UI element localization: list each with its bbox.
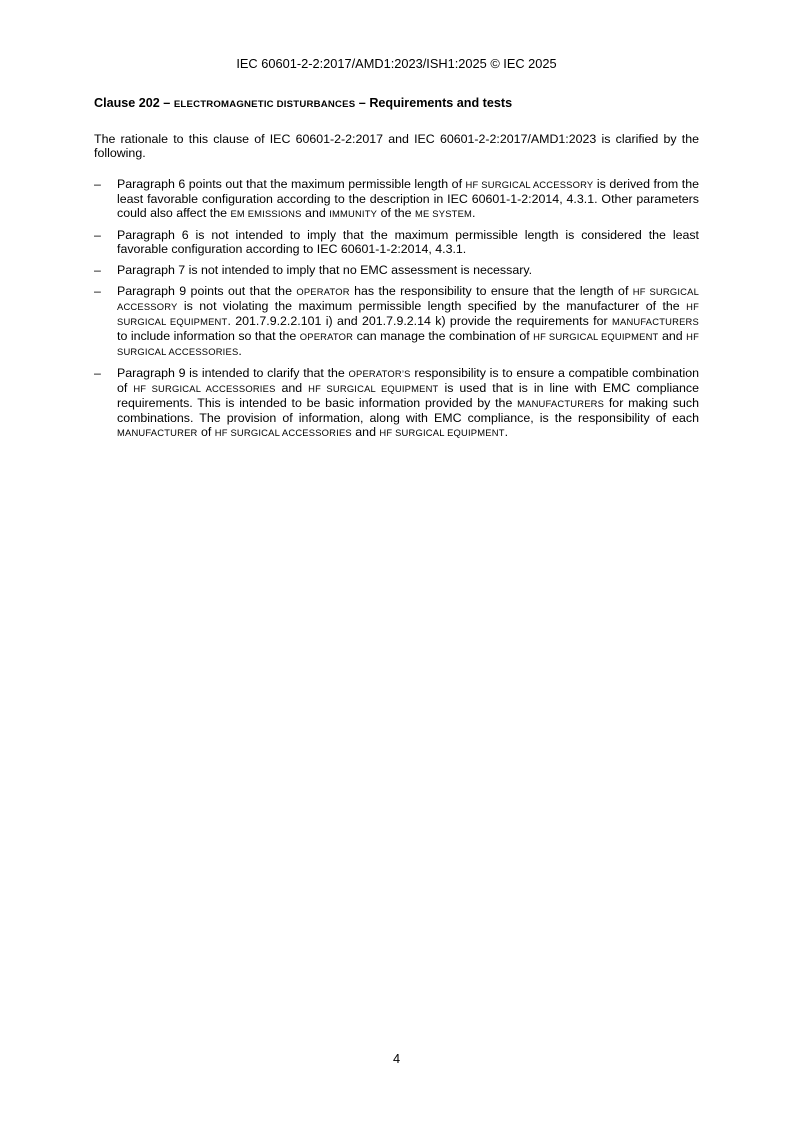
defined-term: HF SURGICAL ACCESSORIES [214, 427, 352, 438]
list-dash: – [94, 228, 101, 242]
list-item-text: Paragraph 6 points out that the maximum permissible length of HF SURGICAL ACCESSORY is derived from the least favorable configuration according to the description in IEC 60601-1-2:2014, 4.3.1. Other parameters could also affect the EM EMISSIONS and IMMUNITY of the ME SYSTEM. [117, 177, 699, 220]
defined-term: EM EMISSIONS [230, 208, 302, 219]
defined-term: MANUFACTURERS [612, 316, 699, 327]
list-item-text: Paragraph 6 is not intended to imply that the maximum permissible length is considered the least favorable configuration according to IEC 60601-1-2:2014, 4.3.1. [117, 228, 699, 256]
clause-heading [94, 96, 704, 112]
defined-term: HF SURGICAL EQUIPMENT [533, 331, 659, 342]
list-dash: – [94, 284, 101, 298]
list-item [94, 366, 699, 440]
list-item [94, 263, 699, 277]
list-dash: – [94, 366, 101, 380]
list-dash: – [94, 263, 101, 277]
defined-term: HF SURGICAL ACCESSORY [465, 179, 594, 190]
defined-term: ME SYSTEM [415, 208, 473, 219]
defined-term: HF SURGICAL ACCESSORY [117, 286, 699, 312]
defined-term: HF SURGICAL EQUIPMENT [117, 301, 699, 327]
defined-term: HF SURGICAL ACCESSORIES [117, 331, 700, 357]
list-dash: – [94, 177, 101, 191]
page-number: 4 [392, 1051, 401, 1066]
page-header: IEC 60601-2-2:2017/AMD1:2023/ISH1:2025 © IEC 2025 [236, 56, 557, 71]
list-item [94, 284, 699, 359]
defined-term: HF SURGICAL EQUIPMENT [379, 427, 505, 438]
defined-term: OPERATOR [296, 286, 350, 297]
defined-term: MANUFACTURER [117, 427, 198, 438]
defined-term: IMMUNITY [329, 208, 378, 219]
defined-term: OPERATOR’S [348, 368, 411, 379]
rationale-list [94, 177, 699, 447]
clause-heading-suffix: – Requirements and tests [355, 96, 513, 110]
list-item-text: Paragraph 9 points out that the OPERATOR has the responsibility to ensure that the length of HF SURGICAL ACCESSORY is not violating the maximum permissible length specified by the manufacturer of the HF SURGICAL EQUIPMENT. 201.7.9.2.2.101 i) and 201.7.9.2.14 k) provide the requirements for MANUFACTURERS to include information so that the OPERATOR can manage the combination of HF SURGICAL EQUIPMENT and HF SURGICAL ACCESSORIES. [117, 284, 700, 358]
list-item [94, 177, 699, 221]
list-item-text: Paragraph 7 is not intended to imply that no EMC assessment is necessary. [117, 263, 533, 277]
defined-term: MANUFACTURERS [517, 398, 605, 409]
intro-paragraph: The rationale to this clause of IEC 60601-2-2:2017 and IEC 60601-2-2:2017/AMD1:2023 is clarified by the following. [94, 132, 699, 160]
defined-term: HF SURGICAL ACCESSORIES [133, 383, 276, 394]
list-item [94, 228, 699, 256]
clause-heading-prefix: Clause 202 – [94, 96, 174, 110]
clause-heading-term: ELECTROMAGNETIC DISTURBANCES [173, 99, 356, 110]
defined-term: HF SURGICAL EQUIPMENT [308, 383, 439, 394]
list-item-text: Paragraph 9 is intended to clarify that the OPERATOR’S responsibility is to ensure a compatible combination of HF SURGICAL ACCESSORIES and HF SURGICAL EQUIPMENT is used that is in line with EMC compliance requirements. This is intended to be basic information provided by the MANUFACTURERS for making such combinations. The provision of information, along with EMC compliance, is the responsibility of each MANUFACTURER of HF SURGICAL ACCESSORIES and HF SURGICAL EQUIPMENT. [117, 366, 699, 439]
defined-term: OPERATOR [299, 331, 354, 342]
